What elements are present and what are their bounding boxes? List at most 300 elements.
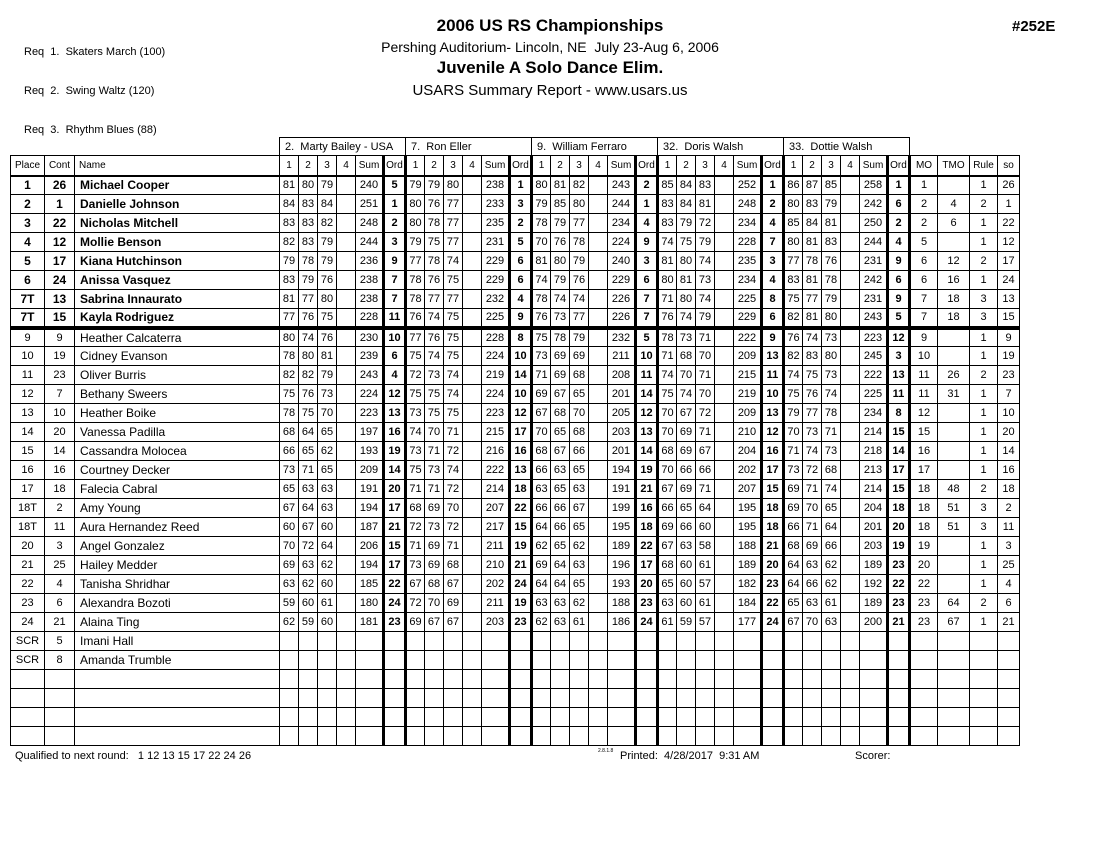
contestant-number-cell: 12 — [45, 233, 75, 252]
score-cell — [463, 575, 482, 594]
ord-cell: 14 — [636, 385, 658, 404]
sum-cell: 201 — [608, 385, 636, 404]
rule-cell: 1 — [970, 385, 998, 404]
score-cell — [589, 727, 608, 746]
sum-cell: 239 — [356, 347, 384, 366]
sum-cell: 233 — [482, 195, 510, 214]
sum-cell: 231 — [860, 252, 888, 271]
ord-cell: 13 — [762, 347, 784, 366]
so-cell: 24 — [998, 271, 1020, 290]
score-cell: 70 — [570, 404, 589, 423]
score-cell: 68 — [658, 556, 677, 575]
score-cell: 66 — [822, 537, 841, 556]
ord-cell: 14 — [636, 442, 658, 461]
score-cell — [337, 252, 356, 271]
ord-cell: 19 — [888, 537, 910, 556]
ord-cell: 16 — [510, 442, 532, 461]
score-cell: 76 — [822, 252, 841, 271]
skater-name-cell: Oliver Burris — [75, 366, 280, 385]
score-cell — [570, 670, 589, 689]
score-cell — [658, 708, 677, 727]
score-cell — [608, 708, 636, 727]
contestant-number-cell — [45, 727, 75, 746]
score-cell: 83 — [658, 195, 677, 214]
score-cell: 71 — [822, 423, 841, 442]
skater-name-cell: Heather Calcaterra — [75, 328, 280, 347]
score-cell: 67 — [532, 404, 551, 423]
column-header: 3 — [696, 156, 715, 176]
skater-name-cell: Alexandra Bozoti — [75, 594, 280, 613]
ord-cell: 18 — [762, 518, 784, 537]
mo-cell: 22 — [910, 575, 938, 594]
score-cell — [860, 727, 888, 746]
event-title: Juvenile A Solo Dance Elim. — [436, 58, 664, 77]
score-cell — [463, 233, 482, 252]
score-cell: 69 — [570, 347, 589, 366]
place-cell: 14 — [11, 423, 45, 442]
score-cell: 63 — [532, 594, 551, 613]
score-cell — [337, 594, 356, 613]
contestant-number-cell: 22 — [45, 214, 75, 233]
score-cell: 64 — [822, 518, 841, 537]
score-cell: 74 — [677, 309, 696, 328]
score-cell — [677, 727, 696, 746]
skater-name-cell — [75, 708, 280, 727]
score-cell: 74 — [444, 461, 463, 480]
place-cell: 16 — [11, 461, 45, 480]
sum-cell — [608, 651, 636, 670]
score-cell: 78 — [406, 290, 425, 309]
score-cell: 80 — [677, 252, 696, 271]
score-cell: 76 — [318, 271, 337, 290]
table-row — [11, 442, 1020, 461]
score-cell: 75 — [784, 385, 803, 404]
mo-cell — [910, 689, 938, 708]
skater-name-cell: Anissa Vasquez — [75, 271, 280, 290]
score-cell: 79 — [318, 176, 337, 195]
score-cell: 63 — [532, 480, 551, 499]
score-cell: 70 — [803, 613, 822, 632]
ord-cell — [636, 727, 658, 746]
score-cell — [658, 651, 677, 670]
score-cell: 65 — [551, 537, 570, 556]
score-cell: 68 — [425, 575, 444, 594]
score-cell: 67 — [551, 385, 570, 404]
score-cell: 74 — [658, 233, 677, 252]
ord-cell: 24 — [636, 613, 658, 632]
score-cell — [406, 727, 425, 746]
score-cell: 77 — [784, 252, 803, 271]
score-cell: 82 — [570, 176, 589, 195]
ord-cell: 12 — [510, 404, 532, 423]
table-row — [11, 309, 1020, 328]
ord-cell: 16 — [636, 499, 658, 518]
contestant-number-cell: 15 — [45, 309, 75, 328]
sum-cell: 234 — [608, 214, 636, 233]
rule-cell: 2 — [970, 195, 998, 214]
score-cell: 69 — [425, 499, 444, 518]
score-cell: 73 — [822, 366, 841, 385]
score-cell — [337, 727, 356, 746]
table-row — [11, 632, 1020, 651]
rule-cell: 1 — [970, 461, 998, 480]
score-cell: 64 — [299, 423, 318, 442]
judge-name-header: 7. Ron Eller — [406, 138, 532, 156]
skater-name-cell: Hailey Medder — [75, 556, 280, 575]
score-cell: 72 — [406, 518, 425, 537]
score-cell — [715, 423, 734, 442]
score-cell: 61 — [822, 594, 841, 613]
score-cell: 67 — [299, 518, 318, 537]
score-cell: 69 — [677, 442, 696, 461]
score-cell — [337, 309, 356, 328]
score-cell — [589, 233, 608, 252]
championship-title: 2006 US RS Championships — [436, 16, 664, 35]
score-cell — [337, 670, 356, 689]
column-header: 4 — [715, 156, 734, 176]
ord-cell: 22 — [636, 537, 658, 556]
score-cell: 58 — [696, 537, 715, 556]
score-cell: 74 — [406, 423, 425, 442]
mo-cell: 23 — [910, 613, 938, 632]
rule-cell: 1 — [970, 423, 998, 442]
score-cell — [784, 708, 803, 727]
column-header: 3 — [444, 156, 463, 176]
score-cell — [589, 252, 608, 271]
ord-cell: 2 — [510, 214, 532, 233]
ord-cell: 7 — [636, 309, 658, 328]
score-cell: 74 — [570, 290, 589, 309]
score-cell: 79 — [532, 195, 551, 214]
score-cell: 82 — [280, 233, 299, 252]
ord-cell: 11 — [636, 366, 658, 385]
tmo-cell: 64 — [938, 594, 970, 613]
score-cell: 61 — [696, 594, 715, 613]
tmo-cell — [938, 556, 970, 575]
score-cell: 85 — [658, 176, 677, 195]
score-cell — [715, 499, 734, 518]
score-cell — [715, 537, 734, 556]
ord-cell: 18 — [762, 499, 784, 518]
score-cell: 68 — [822, 461, 841, 480]
score-cell: 86 — [784, 176, 803, 195]
contestant-number-cell: 11 — [45, 518, 75, 537]
score-cell — [715, 328, 734, 347]
place-cell: 21 — [11, 556, 45, 575]
score-cell — [715, 176, 734, 195]
mo-cell: 18 — [910, 499, 938, 518]
score-cell: 83 — [658, 214, 677, 233]
sum-cell: 191 — [608, 480, 636, 499]
mo-cell: 16 — [910, 442, 938, 461]
score-cell: 63 — [803, 556, 822, 575]
score-cell — [463, 252, 482, 271]
score-cell: 64 — [532, 575, 551, 594]
score-cell: 69 — [677, 423, 696, 442]
score-cell — [337, 214, 356, 233]
score-cell — [589, 537, 608, 556]
score-cell: 80 — [677, 290, 696, 309]
score-cell: 74 — [803, 442, 822, 461]
ord-cell — [510, 708, 532, 727]
score-cell: 84 — [677, 195, 696, 214]
report-subtitle: USARS Summary Report - www.usars.us — [412, 82, 688, 99]
ord-cell: 15 — [384, 537, 406, 556]
mo-cell: 6 — [910, 252, 938, 271]
score-cell — [444, 651, 463, 670]
score-cell: 73 — [425, 366, 444, 385]
score-cell: 63 — [551, 613, 570, 632]
score-cell — [482, 708, 510, 727]
sum-cell: 209 — [356, 461, 384, 480]
score-cell — [715, 366, 734, 385]
column-header: 2 — [425, 156, 444, 176]
score-cell — [734, 689, 762, 708]
score-cell — [406, 689, 425, 708]
score-cell — [658, 689, 677, 708]
sum-cell: 224 — [482, 347, 510, 366]
score-cell — [677, 670, 696, 689]
score-cell: 63 — [570, 556, 589, 575]
score-cell: 71 — [425, 480, 444, 499]
score-cell — [463, 537, 482, 556]
ord-cell: 17 — [510, 423, 532, 442]
column-header: 4 — [589, 156, 608, 176]
sum-cell: 244 — [356, 233, 384, 252]
so-cell: 6 — [998, 594, 1020, 613]
score-cell: 60 — [677, 575, 696, 594]
score-cell: 79 — [318, 252, 337, 271]
sum-cell: 230 — [356, 328, 384, 347]
score-cell — [337, 461, 356, 480]
score-cell: 81 — [551, 176, 570, 195]
score-cell: 70 — [658, 423, 677, 442]
skater-name-cell: Cassandra Molocea — [75, 442, 280, 461]
so-cell — [998, 670, 1020, 689]
score-cell — [589, 518, 608, 537]
score-cell: 80 — [318, 290, 337, 309]
contestant-number-cell: 5 — [45, 632, 75, 651]
so-cell — [998, 632, 1020, 651]
sum-cell — [356, 651, 384, 670]
score-cell — [841, 670, 860, 689]
sum-cell: 231 — [860, 290, 888, 309]
score-cell — [425, 632, 444, 651]
ord-cell: 4 — [762, 271, 784, 290]
score-cell — [463, 214, 482, 233]
score-cell: 71 — [803, 518, 822, 537]
title-block — [0, 16, 1100, 99]
score-cell — [589, 442, 608, 461]
table-row — [11, 461, 1020, 480]
ord-cell: 23 — [510, 613, 532, 632]
sum-cell — [482, 651, 510, 670]
score-cell: 73 — [280, 461, 299, 480]
score-cell — [570, 708, 589, 727]
score-cell — [463, 423, 482, 442]
score-cell — [318, 689, 337, 708]
score-cell: 77 — [570, 309, 589, 328]
score-cell: 65 — [318, 423, 337, 442]
ord-cell — [636, 651, 658, 670]
score-cell — [841, 613, 860, 632]
sum-cell: 243 — [608, 176, 636, 195]
contestant-number-cell: 10 — [45, 404, 75, 423]
score-cell — [589, 499, 608, 518]
score-cell: 63 — [677, 537, 696, 556]
place-cell: 1 — [11, 176, 45, 195]
skater-name-cell — [75, 727, 280, 746]
score-cell: 65 — [318, 461, 337, 480]
score-cell: 76 — [551, 233, 570, 252]
place-cell: 13 — [11, 404, 45, 423]
column-header: Rule — [970, 156, 998, 176]
score-cell: 66 — [551, 499, 570, 518]
contestant-number-cell: 18 — [45, 480, 75, 499]
sum-cell: 184 — [734, 594, 762, 613]
score-cell — [608, 727, 636, 746]
sum-cell: 223 — [860, 328, 888, 347]
sum-cell: 194 — [356, 499, 384, 518]
sum-cell: 248 — [356, 214, 384, 233]
so-cell: 18 — [998, 480, 1020, 499]
ord-cell: 24 — [384, 594, 406, 613]
rule-cell: 1 — [970, 575, 998, 594]
score-cell — [337, 328, 356, 347]
table-row — [11, 271, 1020, 290]
score-cell — [589, 613, 608, 632]
ord-cell: 19 — [384, 442, 406, 461]
sum-cell: 219 — [482, 366, 510, 385]
score-cell — [734, 708, 762, 727]
sum-cell: 224 — [356, 385, 384, 404]
score-cell — [444, 708, 463, 727]
ord-cell: 22 — [384, 575, 406, 594]
ord-cell — [510, 670, 532, 689]
column-header: 1 — [406, 156, 425, 176]
score-cell — [337, 195, 356, 214]
mo-cell: 7 — [910, 309, 938, 328]
judge-name-header: 32. Doris Walsh — [658, 138, 784, 156]
ord-cell — [636, 670, 658, 689]
score-cell — [532, 708, 551, 727]
score-cell: 81 — [822, 214, 841, 233]
score-cell: 70 — [658, 461, 677, 480]
score-cell: 79 — [696, 233, 715, 252]
so-cell: 3 — [998, 537, 1020, 556]
score-cell: 65 — [570, 518, 589, 537]
column-header: 4 — [337, 156, 356, 176]
score-cell — [589, 708, 608, 727]
sum-cell: 244 — [608, 195, 636, 214]
sum-cell: 216 — [482, 442, 510, 461]
sum-cell: 225 — [860, 385, 888, 404]
ord-cell: 9 — [636, 233, 658, 252]
column-header: 4 — [841, 156, 860, 176]
ord-cell: 8 — [510, 328, 532, 347]
score-cell — [337, 423, 356, 442]
sum-cell: 224 — [608, 233, 636, 252]
score-cell — [589, 328, 608, 347]
sum-cell: 203 — [608, 423, 636, 442]
score-cell — [803, 651, 822, 670]
score-cell: 79 — [677, 214, 696, 233]
ord-cell: 3 — [888, 347, 910, 366]
score-cell: 63 — [299, 556, 318, 575]
table-row — [11, 366, 1020, 385]
score-cell: 73 — [532, 347, 551, 366]
score-cell: 70 — [784, 423, 803, 442]
skater-name-cell: Courtney Decker — [75, 461, 280, 480]
judge-name-header: 33. Dottie Walsh — [784, 138, 910, 156]
so-cell: 1 — [998, 195, 1020, 214]
ord-cell: 5 — [636, 328, 658, 347]
score-cell: 71 — [406, 480, 425, 499]
contestant-number-cell — [45, 689, 75, 708]
sum-cell: 242 — [860, 271, 888, 290]
ord-cell: 12 — [888, 328, 910, 347]
venue-line: Pershing Auditorium- Lincoln, NE July 23-Aug 6, 2006 — [381, 39, 719, 55]
ord-cell: 7 — [384, 290, 406, 309]
score-cell — [734, 670, 762, 689]
score-cell — [280, 727, 299, 746]
requirement-line: Req 1. Skaters March (100) — [24, 46, 166, 58]
score-cell: 77 — [803, 290, 822, 309]
ord-cell: 20 — [762, 556, 784, 575]
ord-cell — [510, 632, 532, 651]
score-cell — [482, 727, 510, 746]
score-cell: 70 — [677, 366, 696, 385]
mo-cell: 9 — [910, 328, 938, 347]
score-cell: 77 — [425, 290, 444, 309]
score-cell — [715, 385, 734, 404]
score-cell: 67 — [696, 442, 715, 461]
tmo-cell: 6 — [938, 214, 970, 233]
sum-cell: 229 — [608, 271, 636, 290]
score-cell: 78 — [803, 252, 822, 271]
score-cell — [677, 651, 696, 670]
score-cell: 64 — [299, 499, 318, 518]
place-cell — [11, 689, 45, 708]
sum-cell: 235 — [734, 252, 762, 271]
score-cell — [589, 404, 608, 423]
score-cell: 79 — [822, 195, 841, 214]
score-cell — [715, 556, 734, 575]
sum-cell: 225 — [734, 290, 762, 309]
score-cell: 80 — [299, 176, 318, 195]
ord-cell: 20 — [636, 575, 658, 594]
score-cell: 60 — [318, 613, 337, 632]
sum-cell: 238 — [482, 176, 510, 195]
rule-cell: 1 — [970, 537, 998, 556]
score-cell — [784, 670, 803, 689]
rule-cell: 2 — [970, 480, 998, 499]
score-cell — [318, 632, 337, 651]
score-cell: 76 — [425, 195, 444, 214]
contestant-number-cell: 1 — [45, 195, 75, 214]
sum-cell: 222 — [734, 328, 762, 347]
tmo-cell — [938, 423, 970, 442]
sum-cell: 228 — [482, 328, 510, 347]
score-cell: 66 — [280, 442, 299, 461]
contestant-number-cell — [45, 670, 75, 689]
score-cell: 65 — [677, 499, 696, 518]
score-cell: 83 — [803, 347, 822, 366]
score-cell: 81 — [803, 233, 822, 252]
sum-cell: 201 — [608, 442, 636, 461]
mo-cell — [910, 727, 938, 746]
rule-cell: 1 — [970, 442, 998, 461]
